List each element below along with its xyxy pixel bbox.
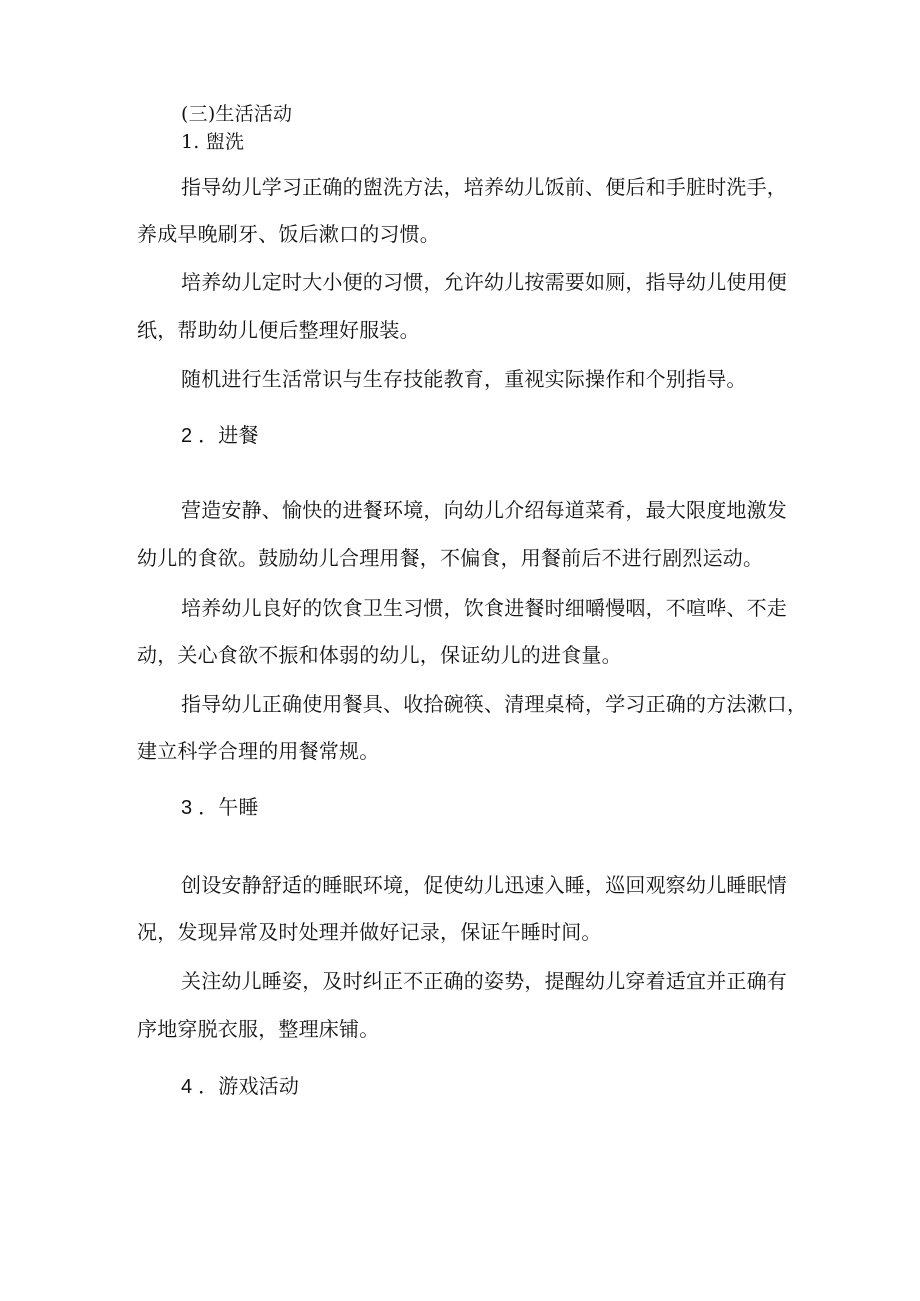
paragraph-line: 动，关心食欲不振和体弱的幼儿，保证幼儿的进食量。 [137,643,622,667]
paragraph-line: 关注幼儿睡姿，及时纠正不正确的姿势，提醒幼儿穿着适宜并正确有 [181,969,787,993]
paragraph-line: 纸，帮助幼儿便后整理好服装。 [137,318,420,342]
paragraph-line: 养成早晚刷牙、饭后漱口的习惯。 [137,222,440,246]
paragraph-line: 幼儿的食欲。鼓励幼儿合理用餐，不偏食，用餐前后不进行剧烈运动。 [137,546,764,570]
paragraph-line: 营造安静、愉快的进餐环境，向幼儿介绍每道菜肴，最大限度地激发 [181,498,787,522]
paragraph-line: 建立科学合理的用餐常规。 [137,739,380,763]
subsection-heading-washing: 1. 盥洗 [181,131,245,153]
section-title: (三)生活活动 [181,103,293,125]
paragraph-line: 指导幼儿正确使用餐具、收拾碗筷、清理桌椅，学习正确的方法漱口， [181,692,808,716]
paragraph-line: 培养幼儿定时大小便的习惯，允许幼儿按需要如厕，指导幼儿使用便 [181,270,787,294]
paragraph-line: 况，发现异常及时处理并做好记录，保证午睡时间。 [137,920,602,944]
subsection-heading-nap: 3 ．午睡 [181,797,259,819]
paragraph-line: 序地穿脱衣服，整理床铺。 [137,1017,380,1041]
subsection-heading-play: 4 ．游戏活动 [181,1076,300,1098]
paragraph-line: 培养幼儿良好的饮食卫生习惯，饮食进餐时细嚼慢咽，不喧哗、不走 [181,596,787,620]
paragraph-line: 指导幼儿学习正确的盥洗方法，培养幼儿饭前、便后和手脏时洗手， [181,175,787,199]
paragraph-line: 创设安静舒适的睡眠环境，促使幼儿迅速入睡，巡回观察幼儿睡眠情 [181,873,787,897]
paragraph-line: 随机进行生活常识与生存技能教育，重视实际操作和个别指导。 [181,367,747,391]
subsection-heading-meals: 2 ．进餐 [181,425,259,447]
